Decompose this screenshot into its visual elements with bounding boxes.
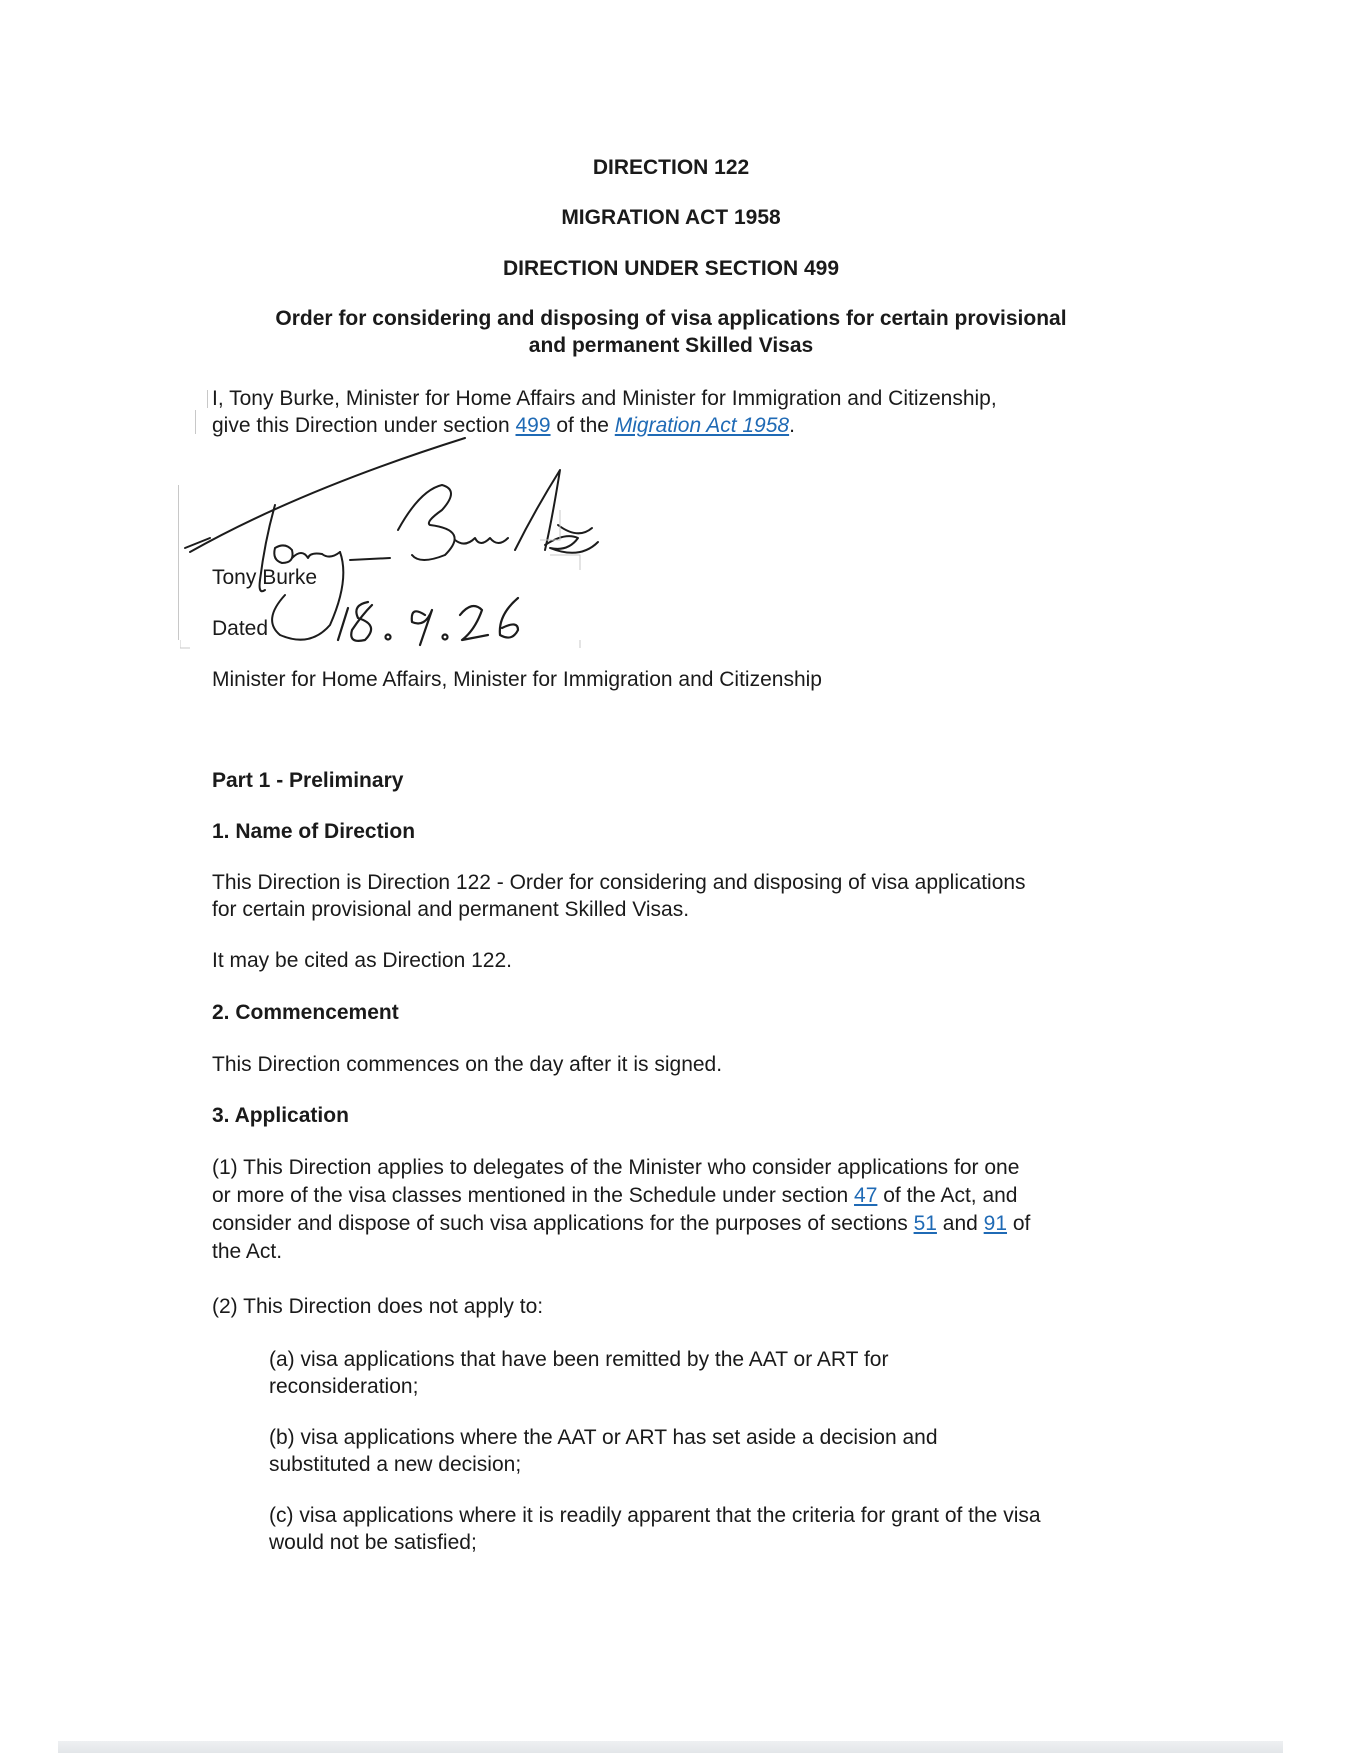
direction-number-heading: DIRECTION 122	[592, 156, 750, 179]
para-text: or more of the visa classes mentioned in the Schedule under section	[212, 1184, 855, 1207]
intro-line-1: I, Tony Burke, Minister for Home Affairs and Minister for Immigration and Citizenship,	[212, 387, 997, 410]
section-3-p1-line-3	[212, 1211, 1030, 1238]
section-2-para: This Direction commences on the day after it is signed.	[212, 1053, 723, 1076]
para-text: of the Act, and	[877, 1184, 1018, 1207]
intro-text: give this Direction under section	[212, 414, 516, 437]
item-c-line-1: (c) visa applications where it is readily apparent that the criteria for grant of the visa	[269, 1504, 1041, 1527]
title-line-1: Order for considering and disposing of visa applications for certain provisional	[275, 307, 1067, 330]
section-1-para-line-1: This Direction is Direction 122 - Order for considering and disposing of visa applications	[212, 871, 1026, 894]
act-heading: MIGRATION ACT 1958	[561, 206, 781, 229]
item-a-line-1: (a) visa applications that have been remitted by the AAT or ART for	[269, 1348, 889, 1371]
item-a-line-2: reconsideration;	[269, 1375, 419, 1398]
section-1-para-2: It may be cited as Direction 122.	[212, 949, 512, 972]
para-text: and	[936, 1212, 984, 1235]
section-47-link[interactable]: 47	[854, 1184, 878, 1207]
intro-text: of the	[550, 414, 615, 437]
migration-act-link[interactable]: Migration Act 1958	[614, 414, 790, 437]
intro-text: .	[789, 414, 795, 437]
section-1-para-line-2: for certain provisional and permanent Skilled Visas.	[212, 898, 690, 921]
scan-edge	[58, 1741, 1283, 1753]
scan-mark	[178, 485, 179, 640]
section-3-heading: 3. Application	[212, 1104, 349, 1127]
section-3-p1-line-4: the Act.	[212, 1240, 283, 1263]
section-1-heading: 1. Name of Direction	[212, 820, 416, 843]
item-b-line-2: substituted a new decision;	[269, 1453, 522, 1476]
title-line-2: and permanent Skilled Visas	[528, 334, 814, 357]
section-heading: DIRECTION UNDER SECTION 499	[502, 257, 840, 280]
item-c-line-2: would not be satisfied;	[269, 1531, 477, 1554]
signatory-position: Minister for Home Affairs, Minister for Immigration and Citizenship	[212, 668, 822, 691]
section-2-heading: 2. Commencement	[212, 1001, 399, 1024]
section-3-p2: (2) This Direction does not apply to:	[212, 1295, 544, 1318]
section-499-link[interactable]: 499	[515, 414, 551, 437]
para-text: consider and dispose of such visa applications for the purposes of sections	[212, 1212, 914, 1235]
para-text: of	[1007, 1212, 1031, 1235]
section-51-link[interactable]: 51	[913, 1212, 937, 1235]
dated-label: Dated	[212, 617, 269, 640]
part-1-heading: Part 1 - Preliminary	[212, 769, 404, 792]
scan-mark	[207, 390, 208, 408]
signatory-name: Tony Burke	[212, 566, 318, 589]
section-3-p1-line-2	[212, 1183, 1018, 1210]
section-3-p1-line-1: (1) This Direction applies to delegates of the Minister who consider applications for one	[212, 1156, 1020, 1179]
item-b-line-1: (b) visa applications where the AAT or ART has set aside a decision and	[269, 1426, 938, 1449]
handwritten-signature	[180, 430, 660, 660]
section-91-link[interactable]: 91	[983, 1212, 1008, 1235]
